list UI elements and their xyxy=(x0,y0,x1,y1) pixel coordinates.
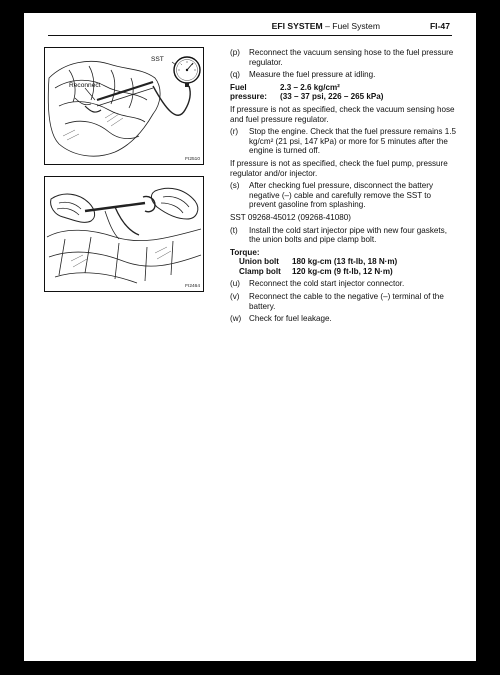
step-marker: (q) xyxy=(230,70,240,80)
torque-value: 180 kg-cm (13 ft-lb, 18 N·m) xyxy=(292,257,398,267)
step-q xyxy=(230,70,456,80)
step-marker: (p) xyxy=(230,48,240,57)
step-text: Install the cold start injector pipe with new four gaskets, the union bolts and pipe clamp bolt. xyxy=(249,225,447,245)
page-number: FI-47 xyxy=(429,21,450,31)
figure-id: FI2464 xyxy=(185,284,200,289)
spec-label: Fuel pressure: xyxy=(230,82,267,102)
figure-id: FI2510 xyxy=(185,157,200,162)
step-marker: (t) xyxy=(230,225,238,235)
step-text: Measure the fuel pressure at idling. xyxy=(249,70,376,80)
sst-number: SST 09268-45012 (09268-41080) xyxy=(230,212,351,222)
note-2: If pressure is not as specified, check the fuel pump, pressure regulator and/or injector. xyxy=(230,158,448,178)
step-text: Stop the engine. Check that the fuel pressure remains 1.5 kg/cm² (21 psi, 147 kPa) or more for 5 minutes after the engine is turned off. xyxy=(249,127,456,156)
step-text: Reconnect the vacuum sensing hose to the fuel pressure regulator. xyxy=(249,48,454,67)
procedure-text xyxy=(230,48,456,327)
torque-label: Union bolt xyxy=(239,257,280,267)
step-marker: (v) xyxy=(230,292,240,302)
torque-spec xyxy=(230,248,456,277)
header-subsection: – Fuel System xyxy=(322,21,380,31)
header-section: EFI SYSTEM xyxy=(271,21,323,31)
torque-heading: Torque: xyxy=(230,247,260,257)
label-reconnect: Reconnect xyxy=(69,82,101,89)
torque-row xyxy=(230,257,456,267)
figure-remove-sst xyxy=(44,176,204,292)
fuel-pressure-spec xyxy=(230,83,456,102)
note-1: If pressure is not as specified, check the vacuum sensing hose and fuel pressure regulator. xyxy=(230,104,455,124)
step-r xyxy=(230,127,456,156)
step-text: Reconnect the cable to the negative (–) terminal of the battery. xyxy=(249,292,444,311)
torque-value: 120 kg-cm (9 ft-lb, 12 N·m) xyxy=(292,266,393,276)
hands-wrench-illustration xyxy=(45,177,203,291)
page-header xyxy=(48,21,452,36)
header-title xyxy=(272,21,380,31)
step-text: Reconnect the cold start injector connector. xyxy=(249,279,405,289)
spec-value-2: (33 – 37 psi, 226 – 265 kPa) xyxy=(280,92,384,102)
figure-fuel-pressure-gauge xyxy=(44,47,204,165)
step-text: Check for fuel leakage. xyxy=(249,314,332,324)
torque-row xyxy=(230,267,456,277)
label-sst: SST xyxy=(151,56,164,63)
step-v xyxy=(230,292,456,311)
step-marker: (u) xyxy=(230,279,240,289)
step-text: After checking fuel pressure, disconnect the battery negative (–) cable and carefully remove the SST to prevent gasoline from splashing. xyxy=(249,181,434,210)
step-t xyxy=(230,226,456,245)
manual-page xyxy=(24,13,476,661)
spec-value-1: 2.3 – 2.6 kg/cm² xyxy=(280,82,340,92)
step-u xyxy=(230,279,456,289)
step-s xyxy=(230,181,456,210)
engine-gauge-illustration xyxy=(45,48,203,164)
torque-label: Clamp bolt xyxy=(239,266,281,276)
step-marker: (r) xyxy=(230,127,239,137)
step-marker: (w) xyxy=(230,314,242,324)
pressure-gauge-icon xyxy=(174,57,200,87)
step-marker: (s) xyxy=(230,181,240,191)
step-p xyxy=(230,48,456,67)
step-w xyxy=(230,314,456,324)
